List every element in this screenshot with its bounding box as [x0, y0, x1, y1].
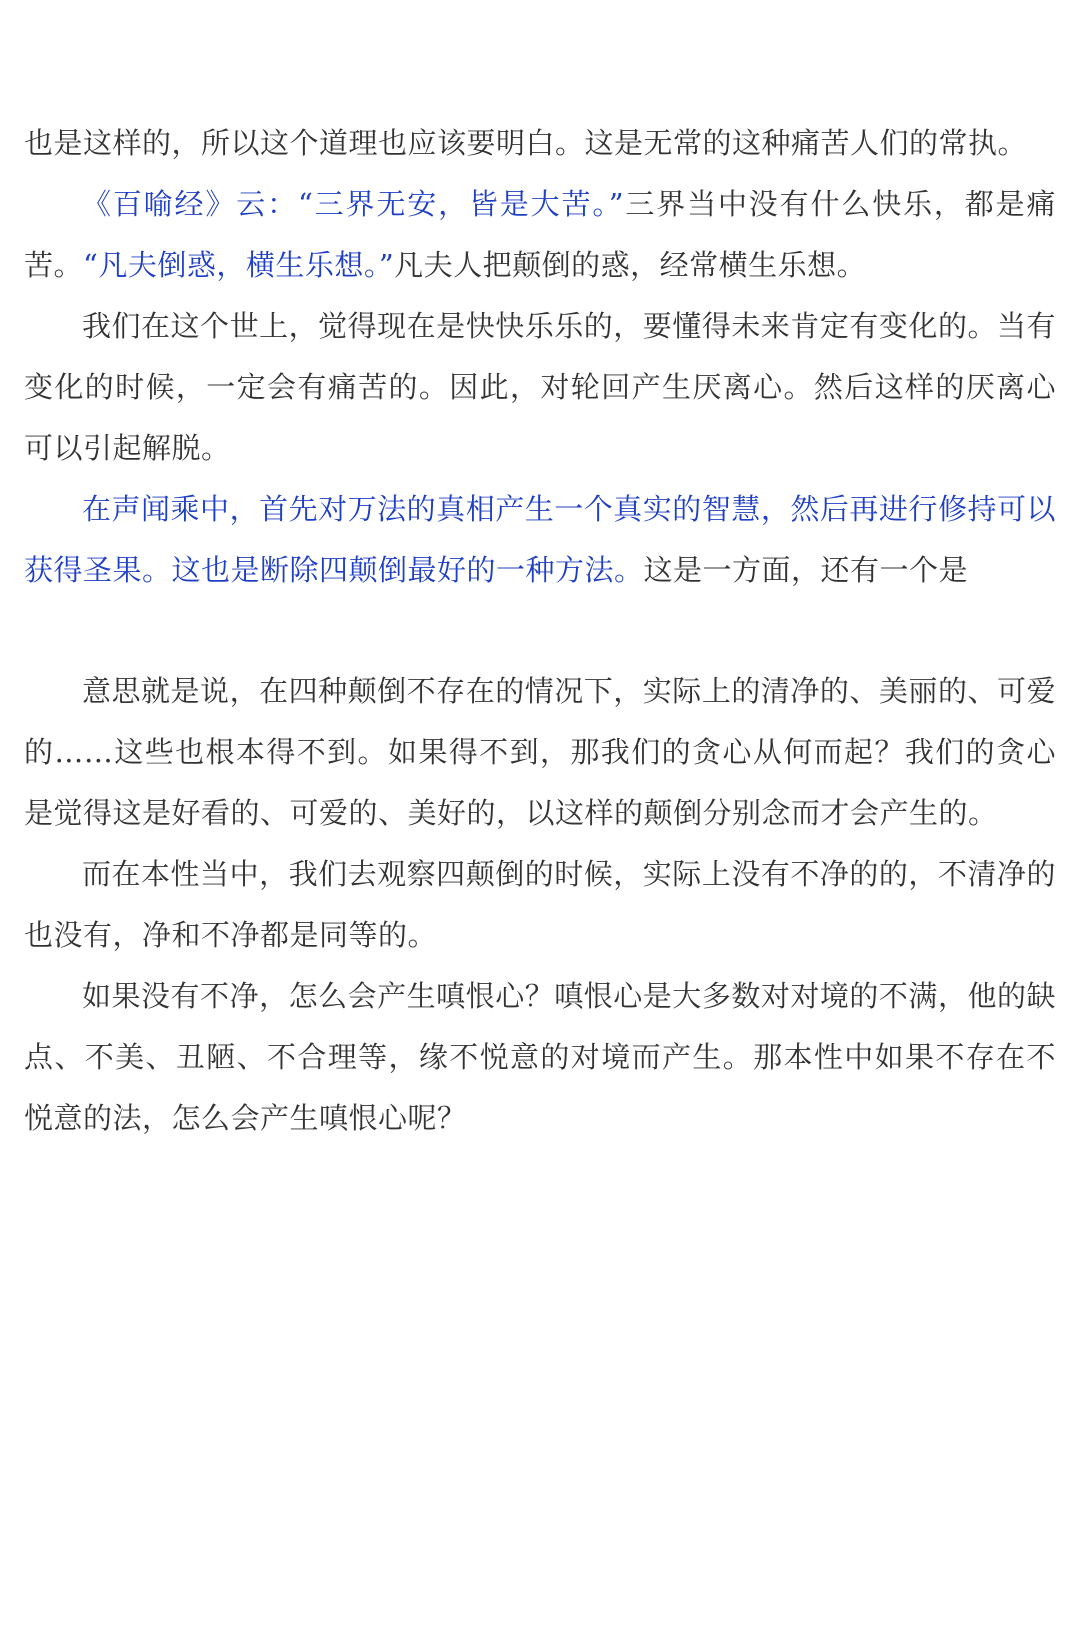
sutra-quote-three-realms: 《百喻经》云：“三界无安，皆是大苦。” [82, 187, 625, 221]
paragraph-text: 三界当中没有什么快乐，都是痛苦。 [24, 187, 1056, 282]
paragraph-text: 也是这样的，所以这个道理也应该要明白。这是无常的这种痛苦人们的常执。 [24, 126, 1028, 160]
article-body [24, 113, 1056, 1149]
paragraph-anger [24, 966, 1056, 1149]
paragraph-text: 这是一方面，还有一个是 [643, 553, 969, 587]
paragraph-meaning [24, 661, 1056, 844]
paragraph-sutra-quote [24, 174, 1056, 296]
sutra-quote-ordinary-beings: “凡夫倒惑，横生乐想。” [83, 248, 395, 282]
paragraph-text: 意思就是说，在四种颠倒不存在的情况下，实际上的清净的、美丽的、可爱的……这些也根本得不到。如果得不到，那我们的贪心从何而起？我们的贪心是觉得这是好看的、可爱的、美好的，以这样的颠倒分别念而才会产生的。 [24, 674, 1056, 830]
paragraph-nature [24, 844, 1056, 966]
paragraph-text: 而在本性当中，我们去观察四颠倒的时候，实际上没有不净的的，不清净的也没有，净和不净都是同等的。 [24, 857, 1056, 952]
paragraph-renunciation [24, 296, 1056, 479]
paragraph-shravaka [24, 479, 1056, 601]
paragraph-impermanence [24, 113, 1056, 174]
paragraph-text: 凡夫人把颠倒的惑，经常横生乐想。 [394, 248, 867, 282]
paragraph-text: 如果没有不净，怎么会产生嗔恨心？嗔恨心是大多数对对境的不满，他的缺点、不美、丑陋、不合理等，缘不悦意的对境而产生。那本性中如果不存在不悦意的法，怎么会产生嗔恨心呢？ [24, 979, 1056, 1135]
highlighted-text: 在声闻乘中，首先对万法的真相产生一个真实的智慧，然后再进行修持可以获得圣果。这也是断除四颠倒最好的一种方法。 [24, 492, 1056, 587]
paragraph-text: 我们在这个世上，觉得现在是快快乐乐的，要懂得未来肯定有变化的。当有变化的时候，一定会有痛苦的。因此，对轮回产生厌离心。然后这样的厌离心可以引起解脱。 [24, 309, 1056, 465]
